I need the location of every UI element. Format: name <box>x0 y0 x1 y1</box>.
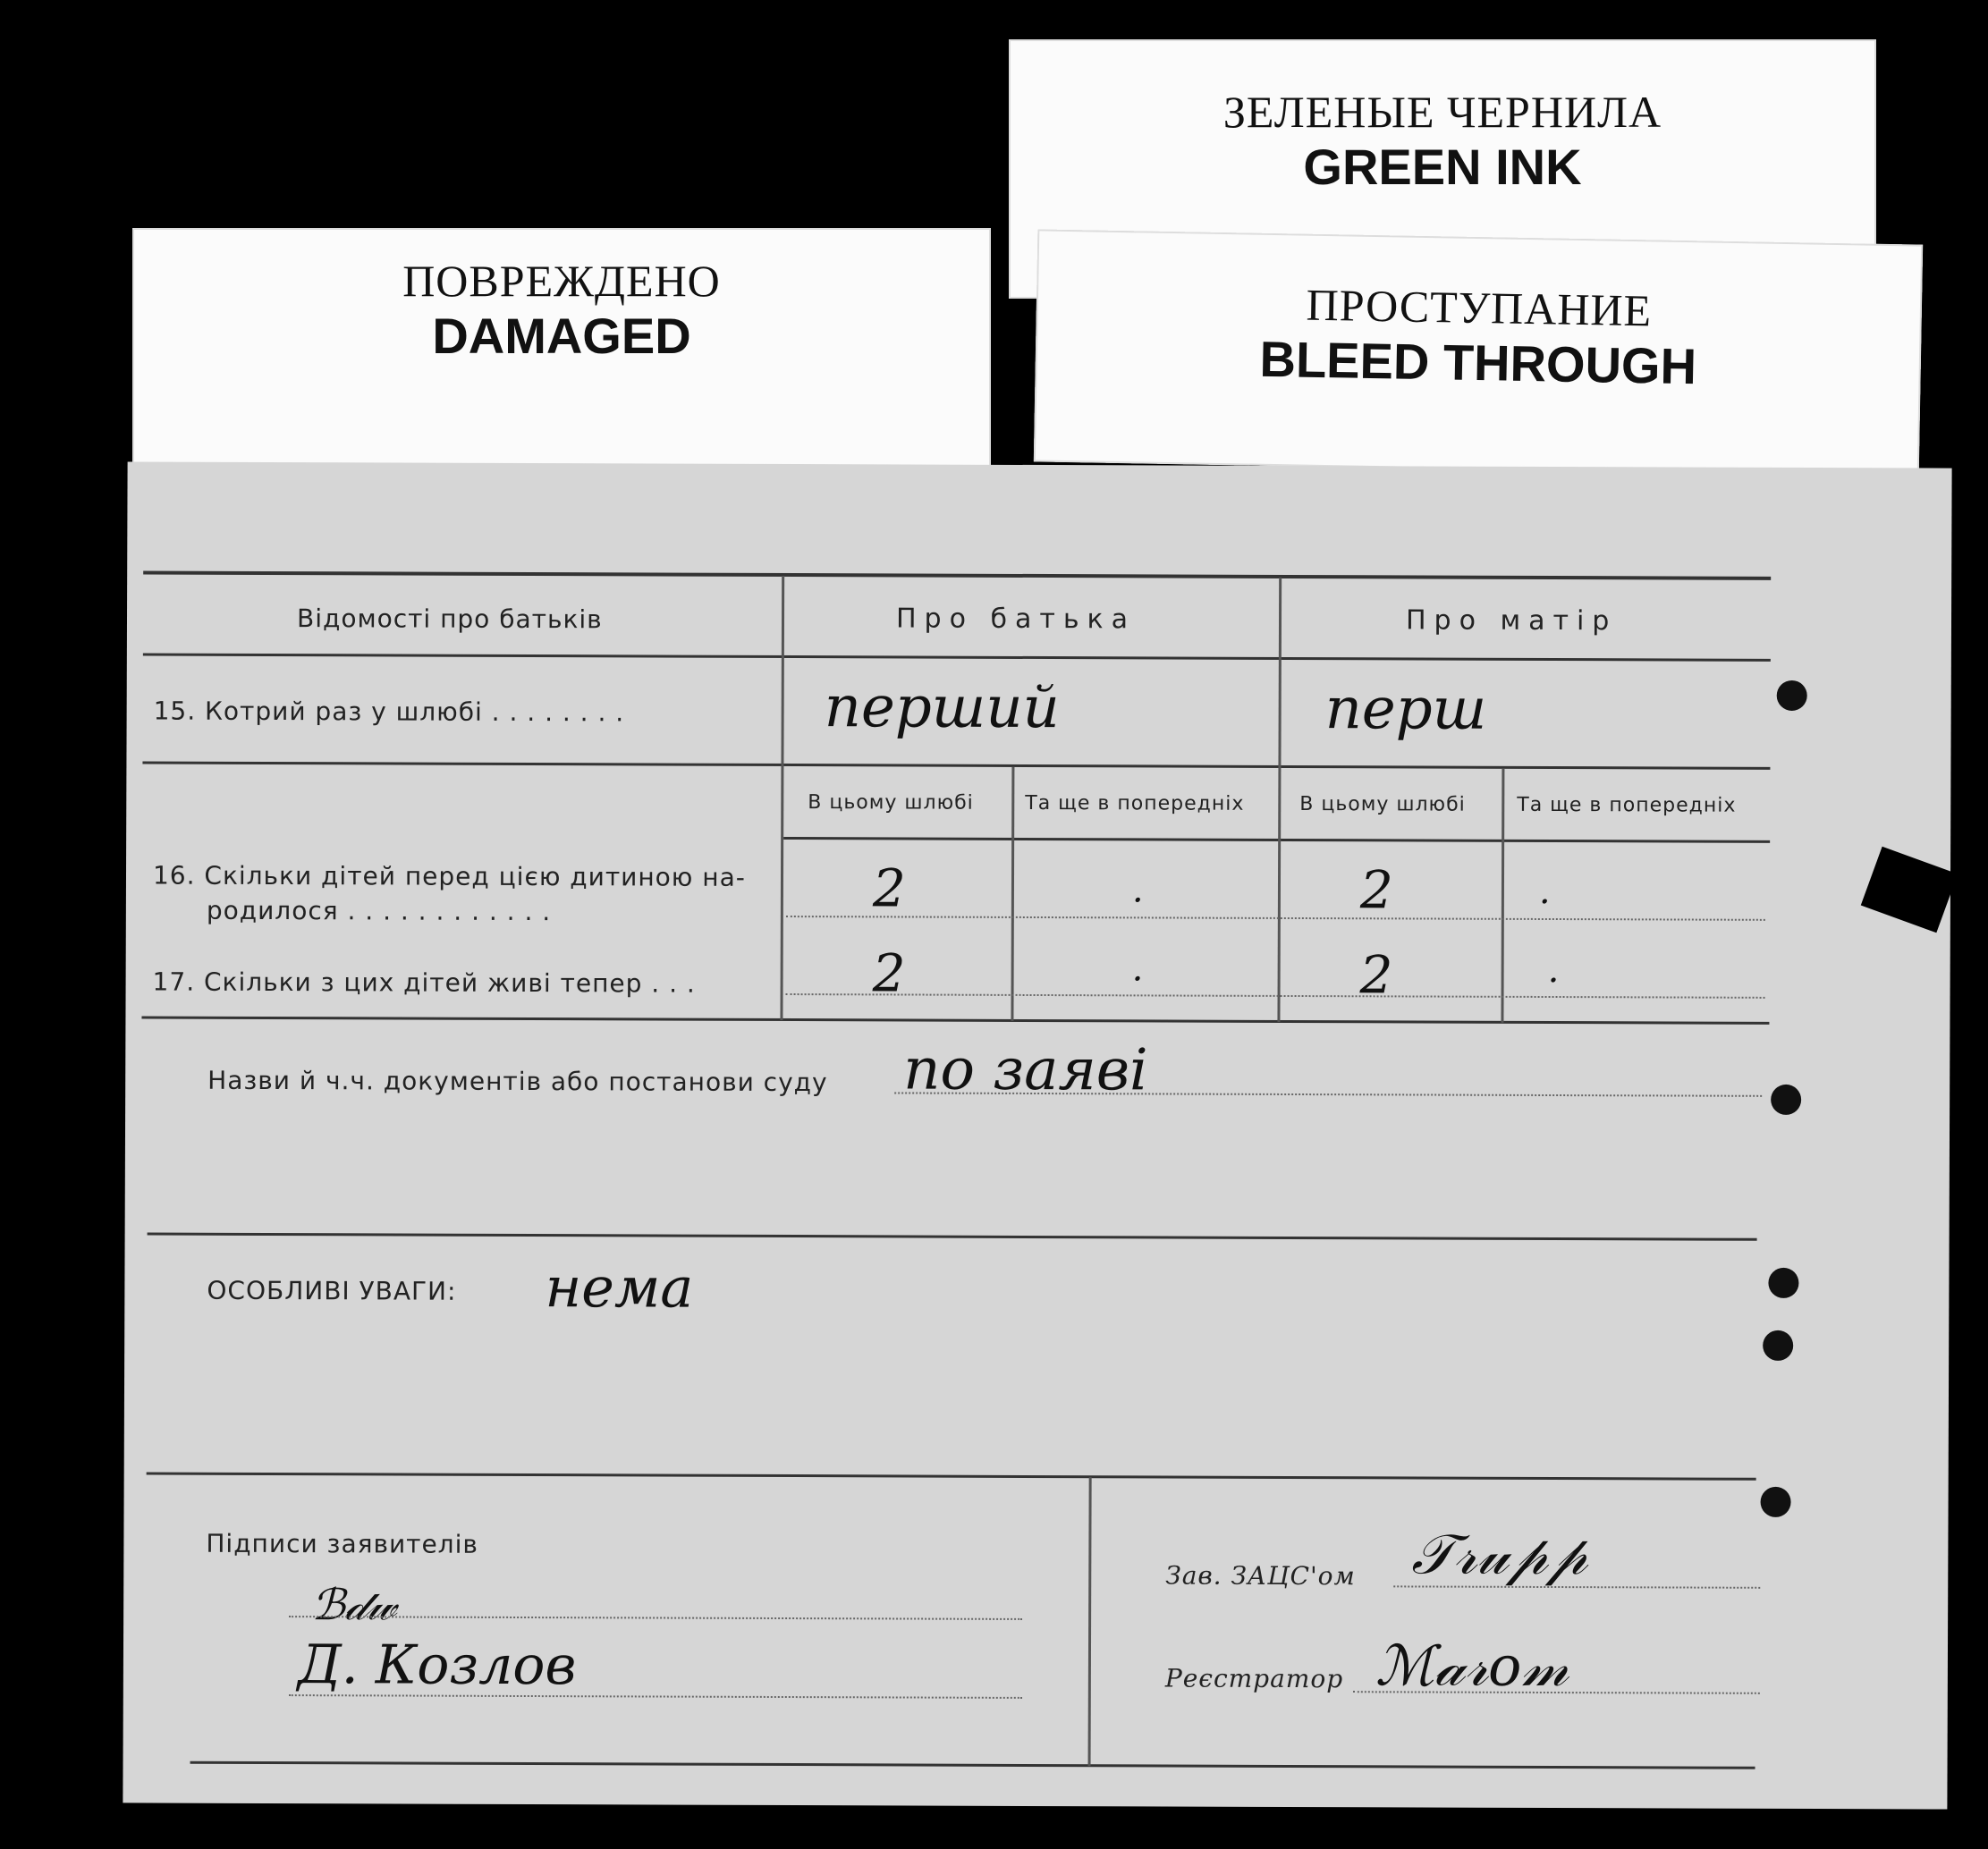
row17-mother-this: 2 <box>1359 944 1393 1006</box>
col-divider-3 <box>1011 767 1014 1021</box>
green-ink-tag-ru: ЗЕЛЕНЫЕ ЧЕРНИЛА <box>1222 87 1662 137</box>
table-bottom-rule <box>141 1017 1769 1025</box>
head-zags-signature: 𝒯𝓇𝓊𝓅𝓅 <box>1411 1521 1588 1588</box>
notes-bottom-rule <box>147 1473 1756 1481</box>
mother-this-marriage: В цьому шлюбі <box>1299 793 1466 816</box>
subhead-rule <box>783 837 1770 843</box>
damaged-tag-ru: ПОВРЕЖДЕНО <box>402 256 721 306</box>
col-divider-1 <box>780 576 784 1020</box>
row17-father-this: 2 <box>872 942 906 1004</box>
col-divider-4 <box>1501 769 1504 1023</box>
notes-value: нема <box>545 1254 694 1321</box>
applicant-line-2 <box>289 1694 1022 1699</box>
punch-hole <box>1777 680 1807 711</box>
punch-hole <box>1763 1330 1793 1361</box>
father-this-marriage: В цьому шлюбі <box>808 791 974 815</box>
row16-label-2: родилося . . . . . . . . . . . . <box>206 895 552 927</box>
row16-mother-prev: . <box>1538 870 1551 913</box>
col-divider-2 <box>1277 578 1282 1022</box>
bleed-tag-ru: ПРОСТУПАНИЕ <box>1306 279 1653 336</box>
bleed-through-tag <box>1034 229 1923 477</box>
sign-divider <box>1088 1477 1092 1766</box>
form-bottom-rule <box>190 1761 1755 1769</box>
row16-dotted-line <box>786 916 1765 921</box>
row16-father-prev: . <box>1131 869 1144 911</box>
bleed-tag-en: BLEED THROUGH <box>1259 330 1697 395</box>
row15-label: 15. Котрий раз у шлюбі . . . . . . . . <box>153 696 625 728</box>
father-previous: Та ще в попередніх <box>1025 791 1245 815</box>
row15-mother-value: перш <box>1324 676 1487 743</box>
applicant-signature-2: Д. Козлов <box>297 1634 577 1698</box>
punch-hole <box>1768 1268 1798 1298</box>
table-top-rule <box>143 571 1771 580</box>
row17-father-prev: . <box>1131 948 1144 990</box>
mother-previous: Та ще в попередніх <box>1517 793 1737 817</box>
registrar-signature: ℳ𝒶𝓇𝑜𝓂 <box>1375 1633 1569 1700</box>
registration-form <box>123 461 1951 1809</box>
docs-value: по заяві <box>903 1036 1148 1104</box>
row17-label: 17. Скільки з цих дітей живі тепер . . . <box>152 967 696 999</box>
row16-label-1: 16. Скільки дітей перед цією дитиною на- <box>152 860 746 892</box>
notes-label: ОСОБЛИВІ УВАГИ: <box>207 1275 457 1306</box>
applicants-signatures-label: Підписи заявителів <box>206 1528 478 1559</box>
docs-bottom-rule <box>148 1233 1757 1241</box>
punch-hole <box>1771 1085 1801 1115</box>
row15-father-value: перший <box>824 674 1060 742</box>
row16-mother-this: 2 <box>1359 859 1393 921</box>
registrar-label: Реєстратор <box>1164 1663 1344 1694</box>
docs-label: Назви й ч.ч. документів або постанови суду <box>207 1065 828 1098</box>
head-zags-label: Зав. ЗАЦС'ом <box>1165 1560 1356 1591</box>
row16-father-this: 2 <box>872 857 906 919</box>
father-header: Про батька <box>895 603 1137 636</box>
damaged-tag <box>132 228 991 469</box>
damaged-tag-en: DAMAGED <box>432 308 691 364</box>
mother-header: Про матір <box>1405 604 1618 637</box>
punch-hole <box>1761 1487 1791 1517</box>
parents-info-header: Відомості про батьків <box>296 604 603 635</box>
row15-rule <box>142 762 1770 770</box>
applicant-signature-1: ℬ𝒹𝓌 <box>311 1580 397 1631</box>
header-rule <box>143 654 1771 662</box>
green-ink-tag-en: GREEN INK <box>1303 139 1582 195</box>
applicant-line-1 <box>289 1616 1022 1620</box>
row17-mother-prev: . <box>1547 949 1560 992</box>
row17-dotted-line <box>786 993 1765 999</box>
